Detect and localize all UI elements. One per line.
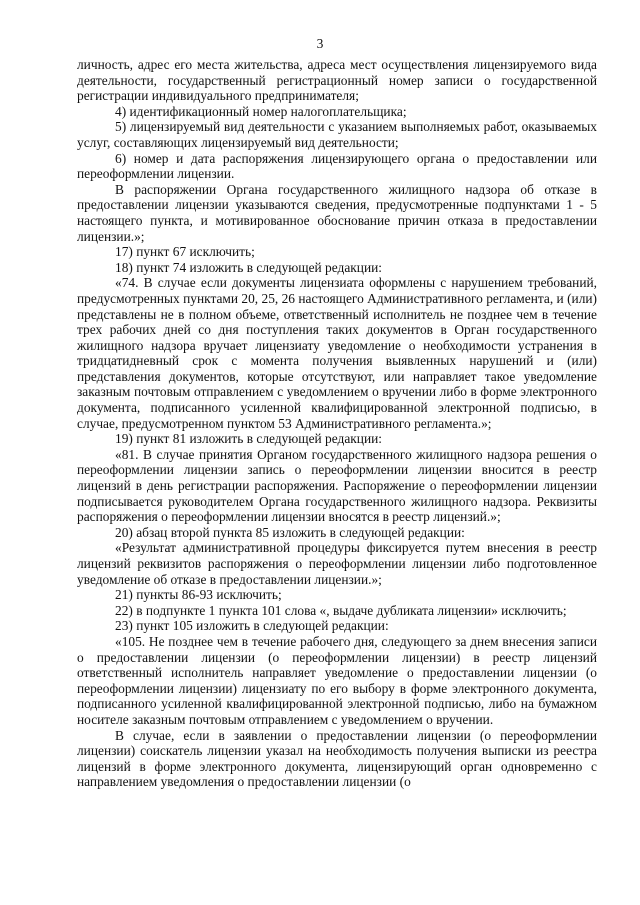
paragraph-2: 4) идентификационный номер налогоплательщика; xyxy=(115,103,407,119)
paragraph-12: «Результат административной процедуры фиксируется путем внесения в реестр лицензий реквизитов распоряжения о переоформлении лицензии либо подготовленное уведомление об отказе в предоставлении лицензии.»; xyxy=(77,540,597,587)
paragraph-11: 20) абзац второй пункта 85 изложить в следующей редакции: xyxy=(115,524,465,540)
paragraph-17: В случае, если в заявлении о предоставлении лицензии (о переоформлении лицензии) соискатель лицензии указал на необходимость получения выписки из реестра лицензий в форме электронного документа, лицензирующий орган одновременно с направлением уведомления о предоставлении лицензии (о xyxy=(77,727,597,790)
paragraph-3: 5) лицензируемый вид деятельности с указанием выполняемых работ, оказываемых услуг, составляющих лицензируемый вид деятельности; xyxy=(77,119,597,150)
paragraph-1: личность, адрес его места жительства, адреса мест осуществления лицензируемого вида деятельности, государственный регистрационный номер записи о государственной регистрации индивидуального предпринимателя; xyxy=(77,57,597,104)
paragraph-15: 23) пункт 105 изложить в следующей редакции: xyxy=(115,618,389,634)
page-number: 3 xyxy=(316,36,324,51)
paragraph-7: 18) пункт 74 изложить в следующей редакции: xyxy=(115,259,383,275)
paragraph-16: «105. Не позднее чем в течение рабочего дня, следующего за днем внесения записи о предоставлении лицензии (о переоформлении лицензии) в реестр лицензий ответственный исполнитель направляет уведомление о предоставлении лицензии (о переоформлении лицензии) лицензиату по его выбору в форме электронного документа, подписанного усиленной квалифицированной электронной подписью, либо на бумажном носителе заказным почтовым отправлением с уведомлением о вручении. xyxy=(77,633,597,727)
document-body xyxy=(77,57,597,790)
paragraph-10: «81. В случае принятия Органом государственного жилищного надзора решения о переоформлении лицензии запись о переоформлении лицензии вносится в реестр лицензий в день регистрации распоряжения. Распоряжение о переоформлении лицензии подписывается руководителем Органа государственного жилищного надзора. Реквизиты распоряжения о переоформлении лицензии вносятся в реестр лицензий.»; xyxy=(77,446,597,525)
paragraph-6: 17) пункт 67 исключить; xyxy=(115,244,255,260)
paragraph-8: «74. В случае если документы лицензиата оформлены с нарушением требований, предусмотренных пунктами 20, 25, 26 настоящего Административного регламента, и (или) представлены не в полном объеме, ответственный исполнитель не позднее чем в течение трех рабочих дней со дня поступления таких документов в Орган государственного жилищного надзора вручает лицензиату уведомление о необходимости устранения в тридцатидневный срок с момента получения выявленных нарушений и (или) представления документов, которые отсутствуют, или направляет такое уведомление заказным почтовым отправлением с уведомлением о вручении либо в форме электронного документа, подписанного усиленной квалифицированной электронной подписью, в случае, предусмотренном пунктом 53 Административного регламента.»; xyxy=(77,275,597,431)
paragraph-4: 6) номер и дата распоряжения лицензирующего органа о предоставлении или переоформлении лицензии. xyxy=(77,150,597,182)
paragraph-14: 22) в подпункте 1 пункта 101 слова «, выдаче дубликата лицензии» исключить; xyxy=(115,602,567,618)
paragraph-9: 19) пункт 81 изложить в следующей редакции: xyxy=(115,431,383,447)
paragraph-13: 21) пункты 86-93 исключить; xyxy=(115,587,282,603)
paragraph-5: В распоряжении Органа государственного жилищного надзора об отказе в предоставлении лицензии указываются сведения, предусмотренные подпунктами 1 - 5 настоящего пункта, и мотивированное обоснование причин отказа в предоставлении лицензии.»; xyxy=(77,181,597,244)
